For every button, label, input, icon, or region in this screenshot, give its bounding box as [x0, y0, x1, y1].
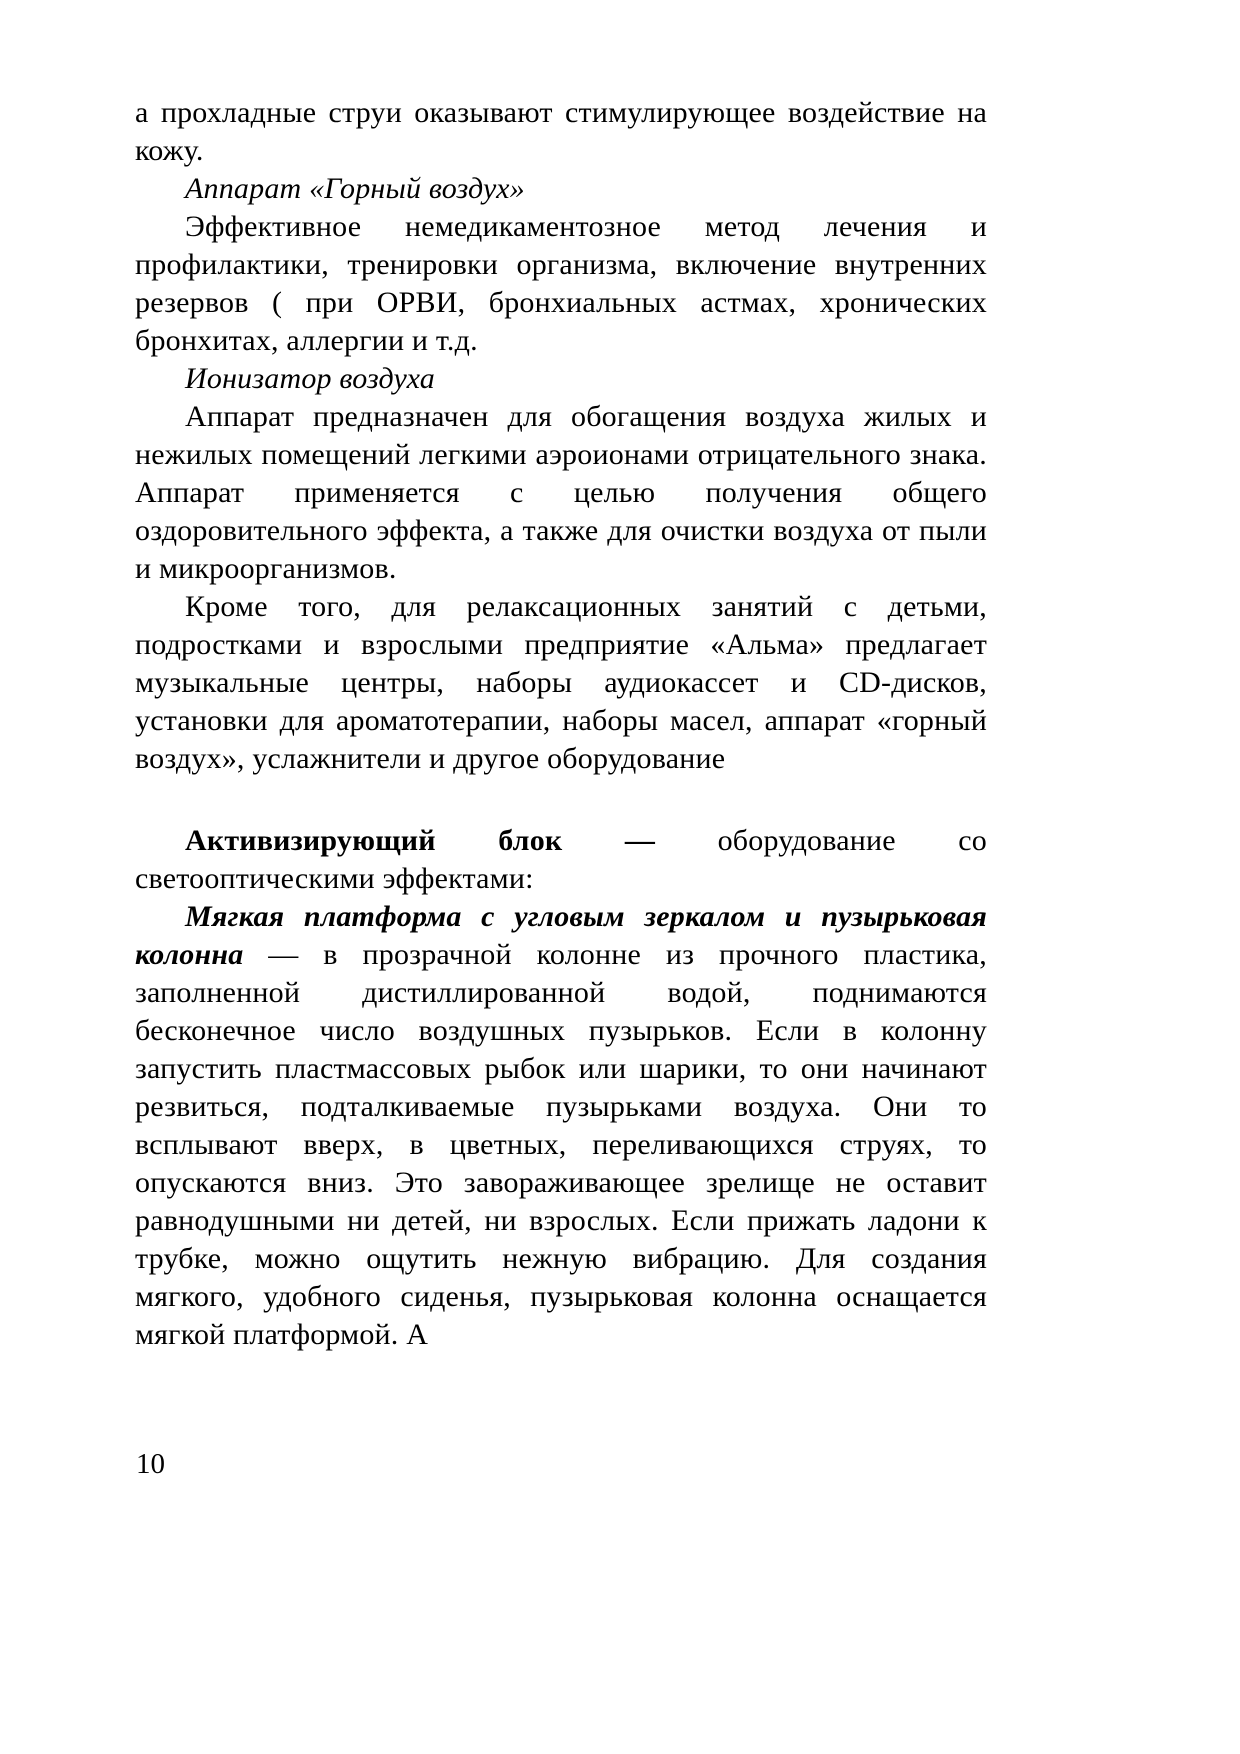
paragraph-myagkaya-platforma: [135, 898, 987, 1354]
page-number: 10: [136, 1448, 165, 1480]
paragraph-cooling-jets: [135, 94, 987, 170]
paragraph-ionizator-vozdukha: [135, 398, 987, 588]
text-run: Активизирующий блок —: [185, 824, 718, 857]
paragraph-apparat-gorny-vozdukh: [135, 208, 987, 360]
text-run: Аппарат предназначен для обогащения воздуха жилых и нежилых помещений легкими аэроионами отрицательного знака. Аппарат применяется с целью получения общего оздоровительного эффекта, а также для очистки воздуха от пыли и микроорганизмов.: [135, 400, 987, 585]
text-run: Кроме того, для релаксационных занятий с детьми, подростками и взрослыми предприятие «Альма» предлагает музыкальные центры, наборы аудиокассет и CD-дисков, установки для ароматотерапии, наборы масел, аппарат «горный воздух», услажнители и другое оборудование: [135, 590, 987, 775]
heading-ionizator-vozdukha: [135, 360, 987, 398]
text-run: Эффективное немедикаментозное метод лечения и профилактики, тренировки организма, включение внутренних резервов ( при ОРВИ, бронхиальных астмах, хронических бронхитах, аллергии и т.д.: [135, 210, 987, 357]
text-run: оборудование со светооптическими эффектами:: [135, 824, 987, 895]
text-run: — в прозрачной колонне из прочного пластика, заполненной дистиллированной водой, поднимаются бесконечное число воздушных пузырьков. Если в колонну запустить пластмассовых рыбок или шарики, то они начинают резвиться, подталкиваемые пузырьками воздуха. Они то всплывают вверх, в цветных, переливающихся струях, то опускаются вниз. Это завораживающее зрелище не оставит равнодушными ни детей, ни взрослых. Если прижать ладони к трубке, можно ощутить нежную вибрацию. Для создания мягкого, удобного сиденья, пузырьковая колонна оснащается мягкой платформой. А: [135, 938, 987, 1351]
text-run: Мягкая платформа с угловым зеркалом и пузырьковая колонна: [135, 900, 987, 971]
text-run: Ионизатор воздуха: [185, 362, 435, 395]
text-run: а прохладные струи оказывают стимулирующее воздействие на кожу.: [135, 96, 987, 167]
heading-apparat-gorny-vozdukh: [135, 170, 987, 208]
text-run: Аппарат «Горный воздух»: [185, 172, 525, 205]
paragraph-aktiviziruyushchiy-blok: [135, 822, 987, 898]
text-block: [135, 94, 987, 1354]
paragraph-krome-togo: [135, 588, 987, 778]
